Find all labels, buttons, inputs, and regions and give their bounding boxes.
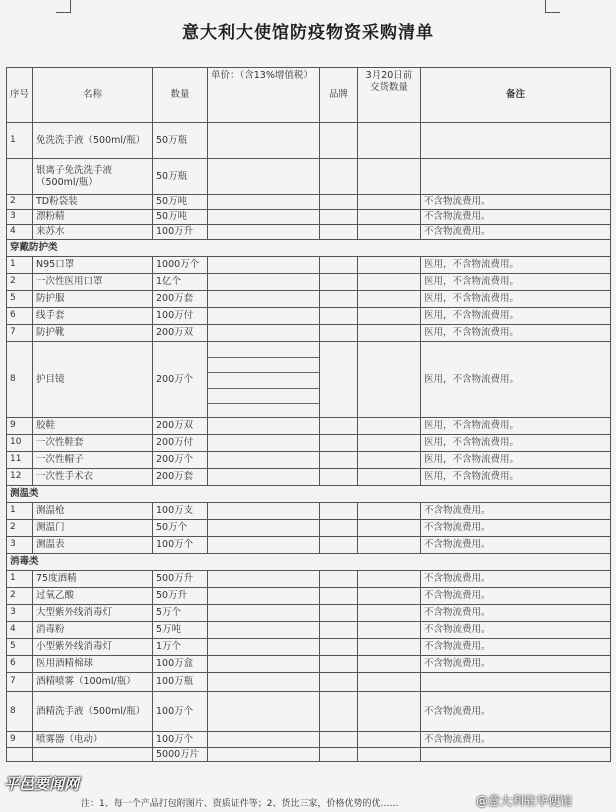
row-brand: [320, 588, 358, 605]
row-brand: [320, 639, 358, 656]
row-note: 医用，不含物流费用。: [421, 257, 611, 274]
table-row: [7, 605, 611, 622]
row-delivery: [358, 588, 421, 605]
row-seq: 1: [7, 123, 33, 159]
row-note: 不含物流费用。: [421, 692, 611, 732]
row-note: 医用，不含物流费用。: [421, 418, 611, 435]
row-delivery: [358, 469, 421, 486]
row-delivery: [358, 748, 421, 762]
row-seq: 12: [7, 469, 33, 486]
row-brand: [320, 210, 358, 225]
row-qty: 100万升: [153, 225, 208, 240]
crop-mark-left: [56, 0, 71, 13]
row-name: 测温表: [33, 537, 153, 554]
row-note: 不含物流费用。: [421, 605, 611, 622]
row-name: 线手套: [33, 308, 153, 325]
row-note: 医用，不含物流费用。: [421, 274, 611, 291]
row-qty: 100万个: [153, 692, 208, 732]
row-seq: 3: [7, 537, 33, 554]
row-brand: [320, 308, 358, 325]
row-price: [208, 274, 320, 291]
row-note: 医用，不含物流费用。: [421, 435, 611, 452]
row-brand: [320, 656, 358, 673]
row-qty: 200万套: [153, 291, 208, 308]
row-price: [208, 257, 320, 274]
row-price: [208, 503, 320, 520]
row-price: [208, 123, 320, 159]
row-qty: 5万吨: [153, 622, 208, 639]
row-name: 来苏水: [33, 225, 153, 240]
row-name: 过氧乙酸: [33, 588, 153, 605]
row-seq: 8: [7, 342, 33, 418]
row-price: [208, 452, 320, 469]
row-qty: 200万双: [153, 325, 208, 342]
row-seq: 10: [7, 435, 33, 452]
row-note: 不含物流费用。: [421, 571, 611, 588]
row-delivery: [358, 123, 421, 159]
row-name: 酒精喷雾（100ml/瓶）: [33, 673, 153, 692]
row-name: 测温枪: [33, 503, 153, 520]
row-name: 一次性帽子: [33, 452, 153, 469]
row-brand: [320, 748, 358, 762]
row-price: [208, 622, 320, 639]
row-seq: 9: [7, 732, 33, 748]
row-delivery: [358, 159, 421, 195]
row-brand: [320, 469, 358, 486]
row-delivery: [358, 308, 421, 325]
row-delivery: [358, 435, 421, 452]
row-qty: 500万升: [153, 571, 208, 588]
row-name: 消毒粉: [33, 622, 153, 639]
sub-row-divider: [208, 403, 319, 404]
row-price: [208, 159, 320, 195]
table-row: [7, 435, 611, 452]
row-brand: [320, 435, 358, 452]
table-row: [7, 325, 611, 342]
row-note: 医用，不含物流费用。: [421, 452, 611, 469]
table-row: [7, 622, 611, 639]
table-row: [7, 503, 611, 520]
row-qty: 200万个: [153, 452, 208, 469]
row-note: 不含物流费用。: [421, 225, 611, 240]
table-header-row: [7, 68, 611, 123]
table-row: [7, 123, 611, 159]
row-delivery: [358, 225, 421, 240]
row-note: 不含物流费用。: [421, 656, 611, 673]
row-delivery: [358, 692, 421, 732]
row-qty: 50万瓶: [153, 123, 208, 159]
row-name: 75度酒精: [33, 571, 153, 588]
row-note: 医用，不含物流费用。: [421, 342, 611, 418]
row-brand: [320, 571, 358, 588]
row-name: [33, 748, 153, 762]
row-seq: 6: [7, 656, 33, 673]
row-price: [208, 291, 320, 308]
row-qty: 200万套: [153, 469, 208, 486]
row-seq: 3: [7, 605, 33, 622]
row-note: 不含物流费用。: [421, 622, 611, 639]
row-seq: 3: [7, 210, 33, 225]
row-delivery: [358, 257, 421, 274]
table-row: [7, 639, 611, 656]
row-qty: 50万吨: [153, 195, 208, 210]
row-qty: 100万个: [153, 732, 208, 748]
row-seq: 4: [7, 622, 33, 639]
row-name: 护目镜: [33, 342, 153, 418]
row-qty: 5万个: [153, 605, 208, 622]
row-seq: 1: [7, 503, 33, 520]
row-delivery: [358, 291, 421, 308]
row-brand: [320, 342, 358, 418]
row-brand: [320, 325, 358, 342]
header-brand: 品牌: [320, 68, 358, 123]
row-note: [421, 159, 611, 195]
row-delivery: [358, 673, 421, 692]
row-brand: [320, 732, 358, 748]
row-price: [208, 342, 320, 418]
row-seq: 2: [7, 274, 33, 291]
crop-mark-right: [545, 0, 560, 13]
table-row: [7, 195, 611, 210]
row-seq: 1: [7, 571, 33, 588]
row-price: [208, 210, 320, 225]
header-note: 备注: [421, 68, 611, 123]
row-delivery: [358, 452, 421, 469]
row-name: N95口罩: [33, 257, 153, 274]
row-price: [208, 520, 320, 537]
row-qty: 1000万个: [153, 257, 208, 274]
row-seq: [7, 748, 33, 762]
row-brand: [320, 274, 358, 291]
row-name: 一次性鞋套: [33, 435, 153, 452]
category-row: [7, 486, 611, 503]
row-name: 小型紫外线消毒灯: [33, 639, 153, 656]
table-row: [7, 520, 611, 537]
row-seq: 5: [7, 291, 33, 308]
row-name: 防护服: [33, 291, 153, 308]
row-note: [421, 123, 611, 159]
row-qty: 1万个: [153, 639, 208, 656]
row-brand: [320, 257, 358, 274]
watermark-left: 平邑要闻网: [4, 775, 80, 793]
row-brand: [320, 159, 358, 195]
row-price: [208, 325, 320, 342]
row-price: [208, 225, 320, 240]
row-price: [208, 673, 320, 692]
category-label: 消毒类: [7, 554, 611, 571]
row-delivery: [358, 325, 421, 342]
category-row: [7, 554, 611, 571]
category-label: 测温类: [7, 486, 611, 503]
row-qty: 100万个: [153, 537, 208, 554]
row-delivery: [358, 274, 421, 291]
row-note: [421, 748, 611, 762]
row-name: 胶鞋: [33, 418, 153, 435]
row-brand: [320, 452, 358, 469]
row-name: 大型紫外线消毒灯: [33, 605, 153, 622]
row-brand: [320, 520, 358, 537]
row-brand: [320, 291, 358, 308]
row-qty: 200万双: [153, 418, 208, 435]
row-delivery: [358, 195, 421, 210]
table-row: [7, 537, 611, 554]
row-price: [208, 195, 320, 210]
row-delivery: [358, 342, 421, 418]
row-seq: 2: [7, 588, 33, 605]
row-seq: 8: [7, 692, 33, 732]
row-note: 不含物流费用。: [421, 588, 611, 605]
row-name: TD粉袋装: [33, 195, 153, 210]
sub-row-divider: [208, 388, 319, 389]
row-seq: [7, 159, 33, 195]
row-note: 医用，不含物流费用。: [421, 325, 611, 342]
row-price: [208, 308, 320, 325]
row-price: [208, 418, 320, 435]
row-name: 一次性医用口罩: [33, 274, 153, 291]
row-name: 免洗洗手液（500ml/瓶）: [33, 123, 153, 159]
row-price: [208, 469, 320, 486]
header-seq: 序号: [7, 68, 33, 123]
footnote: 注：1、每一个产品打包附图片、资质证件等；2、货比三家，价格优势的优……: [81, 799, 399, 809]
row-qty: 5000万片: [153, 748, 208, 762]
row-price: [208, 639, 320, 656]
row-price: [208, 656, 320, 673]
row-delivery: [358, 520, 421, 537]
table-row: [7, 692, 611, 732]
row-delivery: [358, 571, 421, 588]
row-name: 喷雾器（电动）: [33, 732, 153, 748]
row-delivery: [358, 418, 421, 435]
row-qty: 50万吨: [153, 210, 208, 225]
row-seq: 7: [7, 673, 33, 692]
procurement-table: [6, 67, 611, 762]
row-price: [208, 588, 320, 605]
row-name: 漂粉精: [33, 210, 153, 225]
row-qty: 200万付: [153, 435, 208, 452]
row-seq: 4: [7, 225, 33, 240]
header-name: 名称: [33, 68, 153, 123]
row-delivery: [358, 622, 421, 639]
table-row: [7, 588, 611, 605]
row-price: [208, 605, 320, 622]
table-row: [7, 342, 611, 418]
watermark-right: @意大利驻华使馆: [476, 794, 573, 808]
row-seq: 1: [7, 257, 33, 274]
row-qty: 100万付: [153, 308, 208, 325]
row-qty: 100万瓶: [153, 673, 208, 692]
table-row: [7, 656, 611, 673]
table-row: [7, 274, 611, 291]
row-delivery: [358, 639, 421, 656]
table-row: [7, 571, 611, 588]
row-brand: [320, 503, 358, 520]
row-brand: [320, 605, 358, 622]
row-note: 医用，不含物流费用。: [421, 469, 611, 486]
row-price: [208, 732, 320, 748]
row-seq: 2: [7, 520, 33, 537]
row-note: 不含物流费用。: [421, 503, 611, 520]
table-row: [7, 159, 611, 195]
row-brand: [320, 123, 358, 159]
row-note: 不含物流费用。: [421, 195, 611, 210]
row-qty: 50万瓶: [153, 159, 208, 195]
row-qty: 100万支: [153, 503, 208, 520]
row-qty: 50万个: [153, 520, 208, 537]
row-seq: 9: [7, 418, 33, 435]
row-name: 酒精洗手液（500ml/瓶）: [33, 692, 153, 732]
row-price: [208, 571, 320, 588]
table-row: [7, 452, 611, 469]
row-delivery: [358, 210, 421, 225]
row-delivery: [358, 537, 421, 554]
row-delivery: [358, 656, 421, 673]
row-note: 不含物流费用。: [421, 732, 611, 748]
row-qty: 50万升: [153, 588, 208, 605]
row-note: 不含物流费用。: [421, 210, 611, 225]
row-name: 一次性手术衣: [33, 469, 153, 486]
row-name: 防护靴: [33, 325, 153, 342]
row-note: 不含物流费用。: [421, 537, 611, 554]
document-title: 意大利大使馆防疫物资采购清单: [182, 23, 434, 43]
header-delivery: 3月20日前交货数量: [358, 68, 421, 123]
row-note: 医用，不含物流费用。: [421, 308, 611, 325]
header-qty: 数量: [153, 68, 208, 123]
row-brand: [320, 537, 358, 554]
table-row: [7, 732, 611, 748]
row-qty: 1亿个: [153, 274, 208, 291]
row-price: [208, 692, 320, 732]
row-brand: [320, 692, 358, 732]
sub-row-divider: [208, 357, 319, 358]
row-price: [208, 537, 320, 554]
row-note: 不含物流费用。: [421, 520, 611, 537]
table-row: [7, 418, 611, 435]
row-price: [208, 435, 320, 452]
table-row: [7, 225, 611, 240]
row-note: 医用，不含物流费用。: [421, 291, 611, 308]
row-seq: 2: [7, 195, 33, 210]
row-qty: 100万盒: [153, 656, 208, 673]
row-delivery: [358, 605, 421, 622]
row-brand: [320, 225, 358, 240]
row-qty: 200万个: [153, 342, 208, 418]
sub-row-divider: [208, 372, 319, 373]
table-row: [7, 308, 611, 325]
row-name: 测温门: [33, 520, 153, 537]
row-note: 不含物流费用。: [421, 639, 611, 656]
row-seq: 6: [7, 308, 33, 325]
table-row: [7, 469, 611, 486]
table-row: [7, 673, 611, 692]
header-price: 单价：（含13%增值税）: [208, 68, 320, 123]
row-brand: [320, 673, 358, 692]
table-row: [7, 210, 611, 225]
table-row: [7, 748, 611, 762]
row-brand: [320, 622, 358, 639]
row-seq: 5: [7, 639, 33, 656]
category-label: 穿戴防护类: [7, 240, 611, 257]
table-row: [7, 291, 611, 308]
row-price: [208, 748, 320, 762]
row-brand: [320, 195, 358, 210]
row-seq: 11: [7, 452, 33, 469]
row-name: 银离子免洗洗手液（500ml/瓶）: [33, 159, 153, 195]
row-delivery: [358, 732, 421, 748]
row-seq: 7: [7, 325, 33, 342]
row-delivery: [358, 503, 421, 520]
row-brand: [320, 418, 358, 435]
row-note: [421, 673, 611, 692]
table-row: [7, 257, 611, 274]
category-row: [7, 240, 611, 257]
row-name: 医用酒精棉球: [33, 656, 153, 673]
